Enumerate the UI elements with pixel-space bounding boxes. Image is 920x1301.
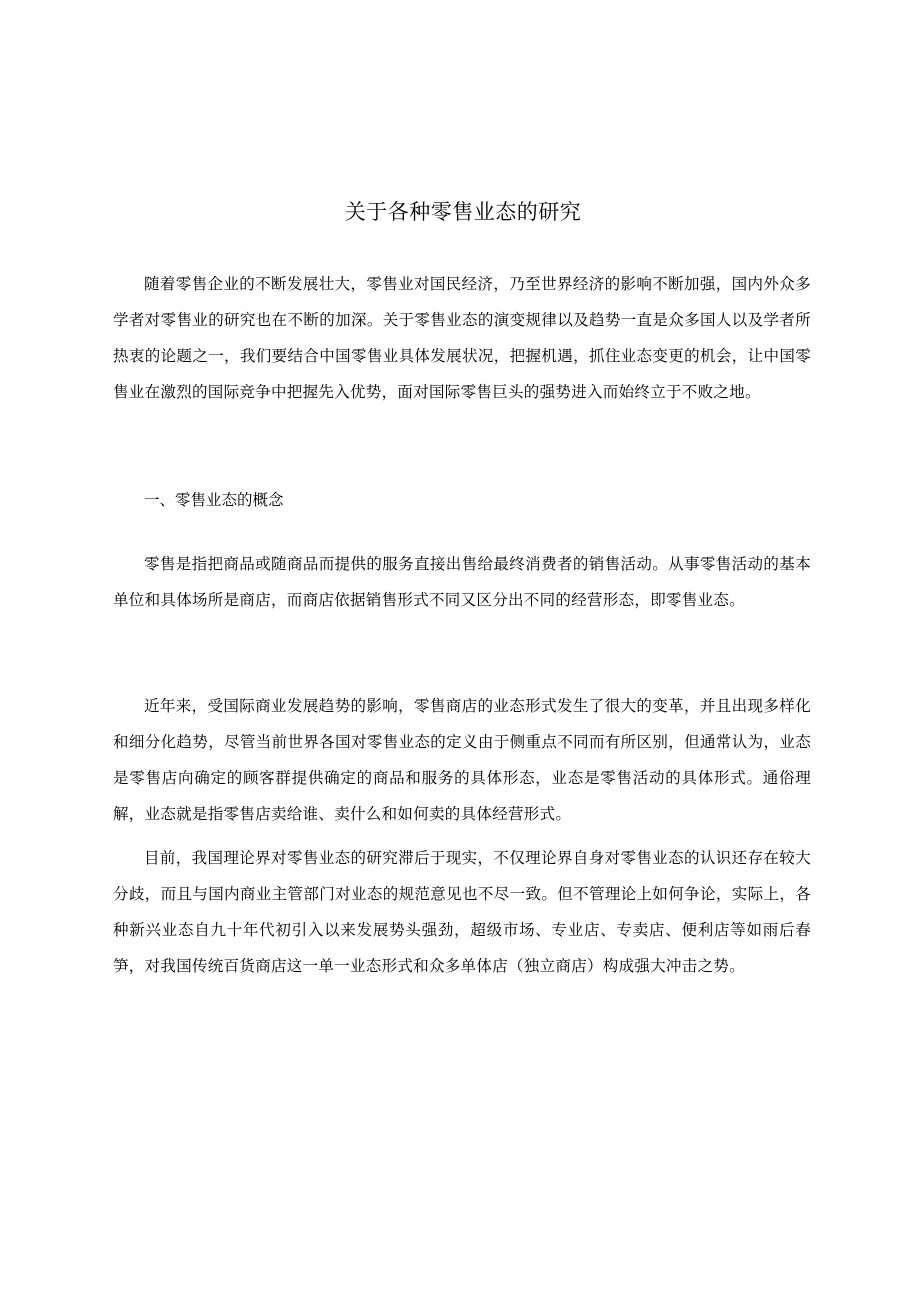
- document-title: 关于各种零售业态的研究: [344, 200, 582, 224]
- intro-paragraph: 随着零售企业的不断发展壮大，零售业对国民经济，乃至世界经济的影响不断加强，国内外众多学者对零售业的研究也在不断的加深。关于零售业态的演变规律以及趋势一直是众多国人以及学者所热衷的论题之一，我们要结合中国零售业具体发展状况，把握机遇，抓住业态变更的机会，让中国零售业在激烈的国际竞争中把握先入优势，面对国际零售巨头的强势进入而始终立于不败之地。: [113, 275, 811, 401]
- trends-paragraph: 近年来，受国际商业发展趋势的影响，零售商店的业态形式发生了很大的变革，并且出现多样化和细分化趋势，尽管当前世界各国对零售业态的定义由于侧重点不同而有所区别，但通常认为，业态是零售店向确定的顾客群提供确定的商品和服务的具体形态，业态是零售活动的具体形式。通俗理解，业态就是指零售店卖给谁、卖什么和如何卖的具体经营形式。: [113, 697, 811, 823]
- definition-paragraph: 零售是指把商品或随商品而提供的服务直接出售给最终消费者的销售活动。从事零售活动的基本单位和具体场所是商店，而商店依据销售形式不同又区分出不同的经营形态，即零售业态。: [113, 555, 811, 609]
- section-heading-concept: 一、零售业态的概念: [144, 491, 284, 509]
- current-situation-paragraph: 目前，我国理论界对零售业态的研究滞后于现实，不仅理论界自身对零售业态的认识还存在较大分歧，而且与国内商业主管部门对业态的规范意见也不尽一致。但不管理论上如何争论，实际上，各种新兴业态自九十年代初引入以来发展势头强劲，超级市场、专业店、专卖店、便利店等如雨后春笋，对我国传统百货商店这一单一业态形式和众多单体店（独立商店）构成强大冲击之势。: [113, 849, 811, 975]
- document-page: [113, 0, 813, 1301]
